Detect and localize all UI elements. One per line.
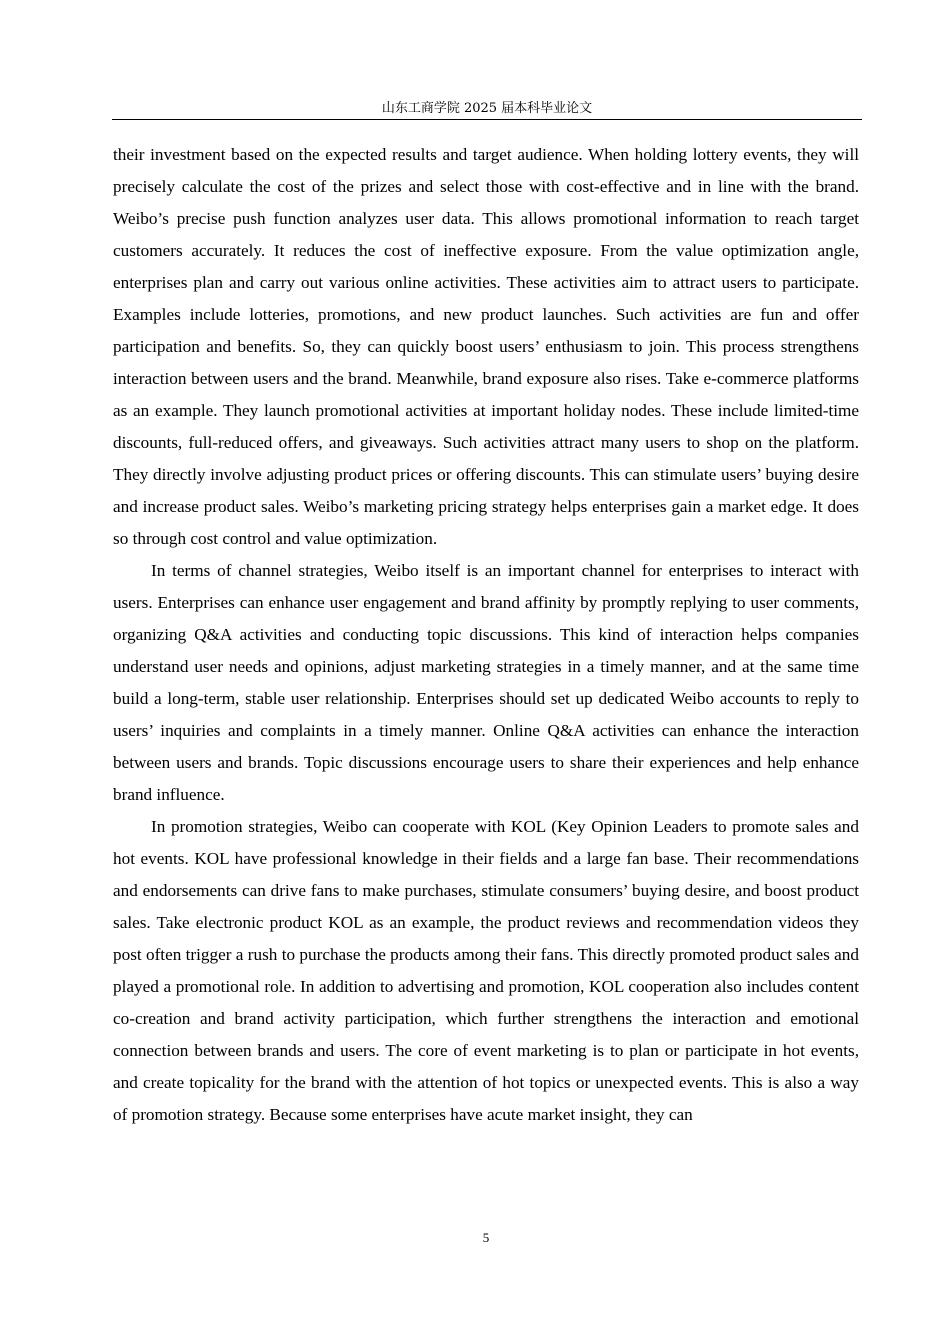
page-number: 5 (482, 1230, 490, 1245)
running-header: 山东工商学院 2025 届本科毕业论文 (381, 101, 593, 116)
paragraph-channel-strategies: In terms of channel strategies, Weibo itself is an important channel for enterprises to interact with users. Enterprises can enhance user engagement and brand affinity by promptly replying to user comments, organizing Q&A activities and conducting topic discussions. This kind of interaction helps companies understand user needs and opinions, adjust marketing strategies in a timely manner, and at the same time build a long-term, stable user relationship. Enterprises should set up dedicated Weibo accounts to reply to users’ inquiries and complaints in a timely manner. Online Q&A activities can enhance the interaction between users and brands. Topic discussions encourage users to share their experiences and help enhance brand influence. (113, 561, 859, 804)
header-rule (112, 119, 862, 120)
paragraph-pricing-continued: their investment based on the expected results and target audience. When holding lottery events, they will precisely calculate the cost of the prizes and select those with cost-effective and in line with the brand. Weibo’s precise push function analyzes user data. This allows promotional information to reach target customers accurately. It reduces the cost of ineffective exposure. From the value optimization angle, enterprises plan and carry out various online activities. These activities aim to attract users to participate. Examples include lotteries, promotions, and new product launches. Such activities are fun and offer participation and benefits. So, they can quickly boost users’ enthusiasm to join. This process strengthens interaction between users and the brand. Meanwhile, brand exposure also rises. Take e-commerce platforms as an example. They launch promotional activities at important holiday nodes. These include limited-time discounts, full-reduced offers, and giveaways. Such activities attract many users to shop on the platform. They directly involve adjusting product prices or offering discounts. This can stimulate users’ buying desire and increase product sales. Weibo’s marketing pricing strategy helps enterprises gain a market edge. It does so through cost control and value optimization. (113, 145, 859, 548)
body-text (113, 139, 859, 1131)
paragraph-promotion-strategies: In promotion strategies, Weibo can cooperate with KOL (Key Opinion Leaders to promote sales and hot events. KOL have professional knowledge in their fields and a large fan base. Their recommendations and endorsements can drive fans to make purchases, stimulate consumers’ buying desire, and boost product sales. Take electronic product KOL as an example, the product reviews and recommendation videos they post often trigger a rush to purchase the products among their fans. This directly promoted product sales and played a promotional role. In addition to advertising and promotion, KOL cooperation also includes content co-creation and brand activity participation, which further strengthens the interaction and emotional connection between brands and users. The core of event marketing is to plan or participate in hot events, and create topicality for the brand with the attention of hot topics or unexpected events. This is also a way of promotion strategy. Because some enterprises have acute market insight, they can (113, 817, 859, 1124)
